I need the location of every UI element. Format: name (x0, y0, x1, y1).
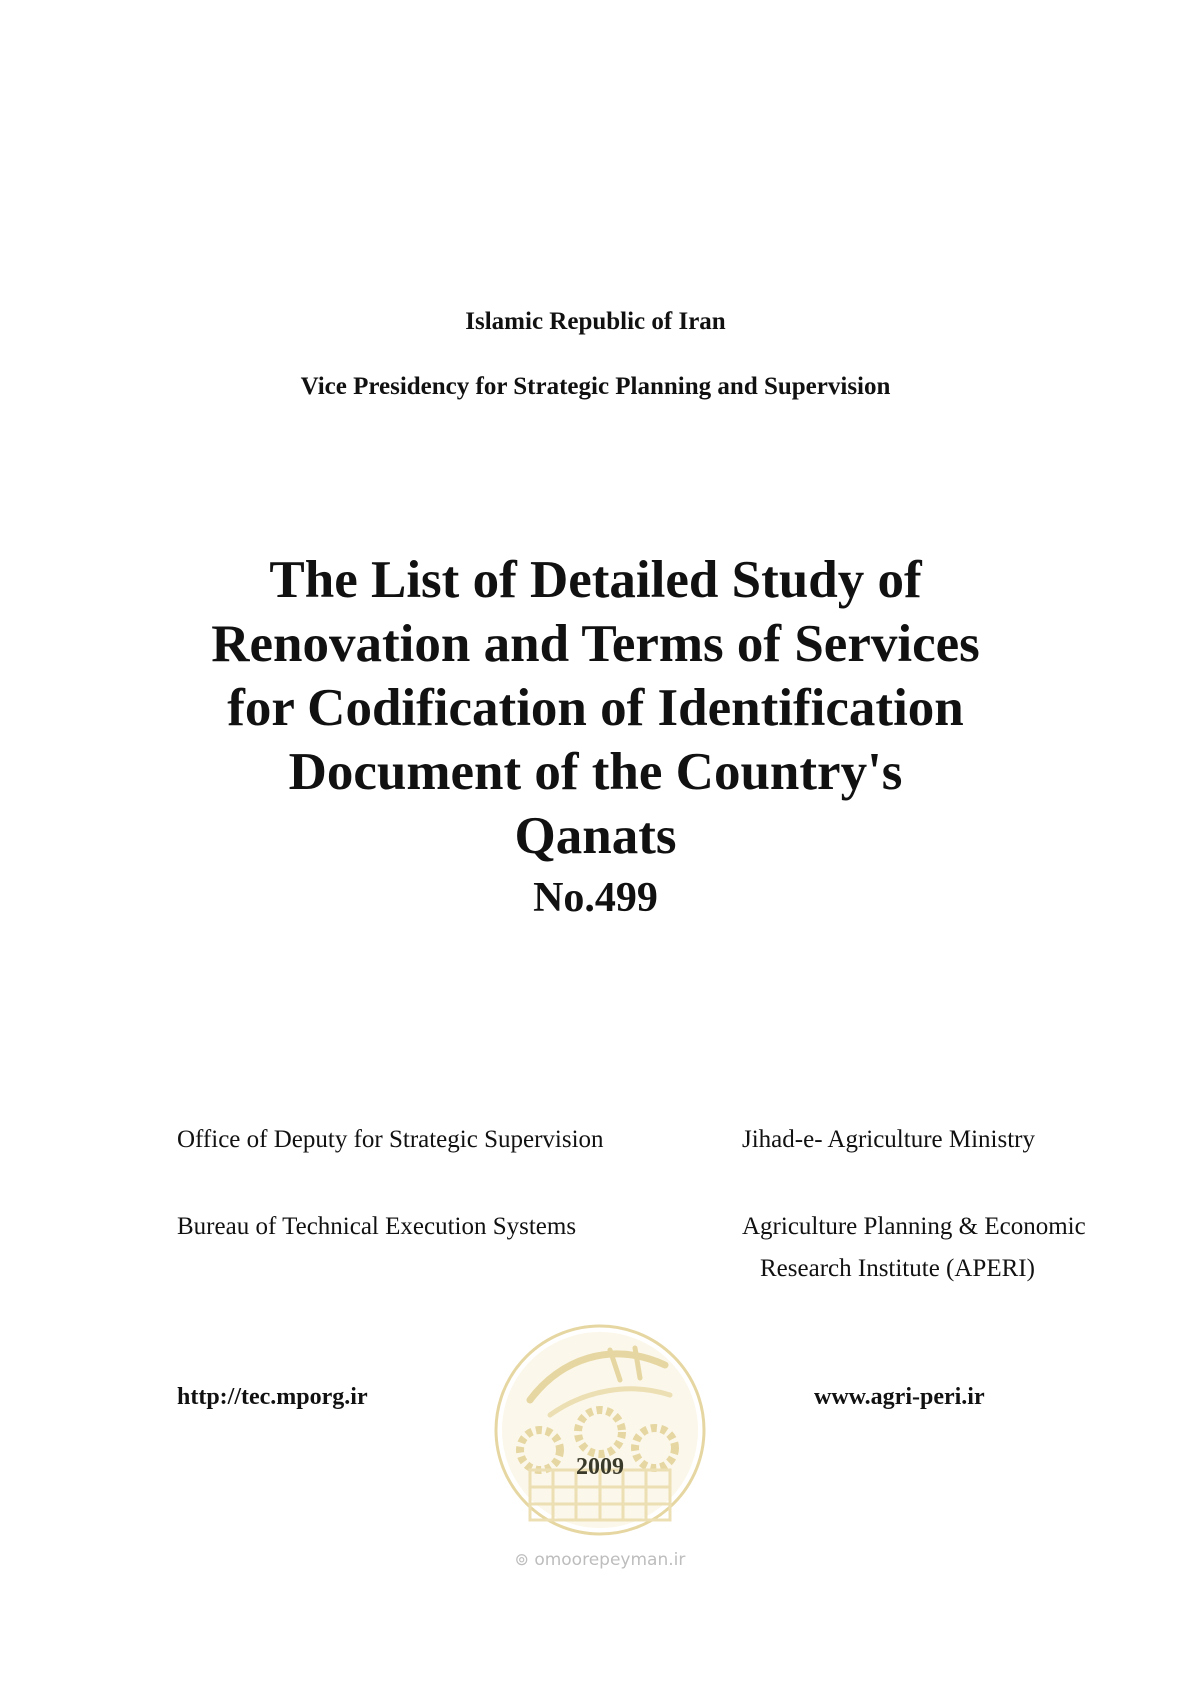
document-number: No.499 (533, 875, 658, 921)
seal-site-text: omoorepeyman.ir (534, 1550, 686, 1570)
title-line: Document of the Country's (288, 743, 903, 801)
org-institute-line1: Agriculture Planning & Economic (742, 1213, 1086, 1240)
seal-site: ⊚ omoorepeyman.ir (514, 1550, 686, 1570)
org-ministry: Jihad-e- Agriculture Ministry (742, 1126, 1035, 1153)
url-right: www.agri-peri.ir (814, 1384, 985, 1410)
url-left: http://tec.mporg.ir (177, 1384, 368, 1410)
title-line: Qanats (514, 807, 677, 865)
org-institute-line2: Research Institute (APERI) (760, 1255, 1035, 1282)
document-title (0, 548, 1191, 868)
title-line: The List of Detailed Study of (269, 551, 922, 609)
country-name: Islamic Republic of Iran (465, 308, 726, 335)
title-line: for Codification of Identification (227, 679, 964, 737)
seal-watermark-icon (490, 1320, 710, 1540)
org-bureau: Bureau of Technical Execution Systems (177, 1213, 577, 1240)
vice-presidency: Vice Presidency for Strategic Planning and Supervision (300, 373, 891, 400)
org-office-deputy: Office of Deputy for Strategic Supervision (177, 1126, 604, 1153)
title-line: Renovation and Terms of Services (211, 615, 980, 673)
seal-year: 2009 (576, 1454, 624, 1480)
